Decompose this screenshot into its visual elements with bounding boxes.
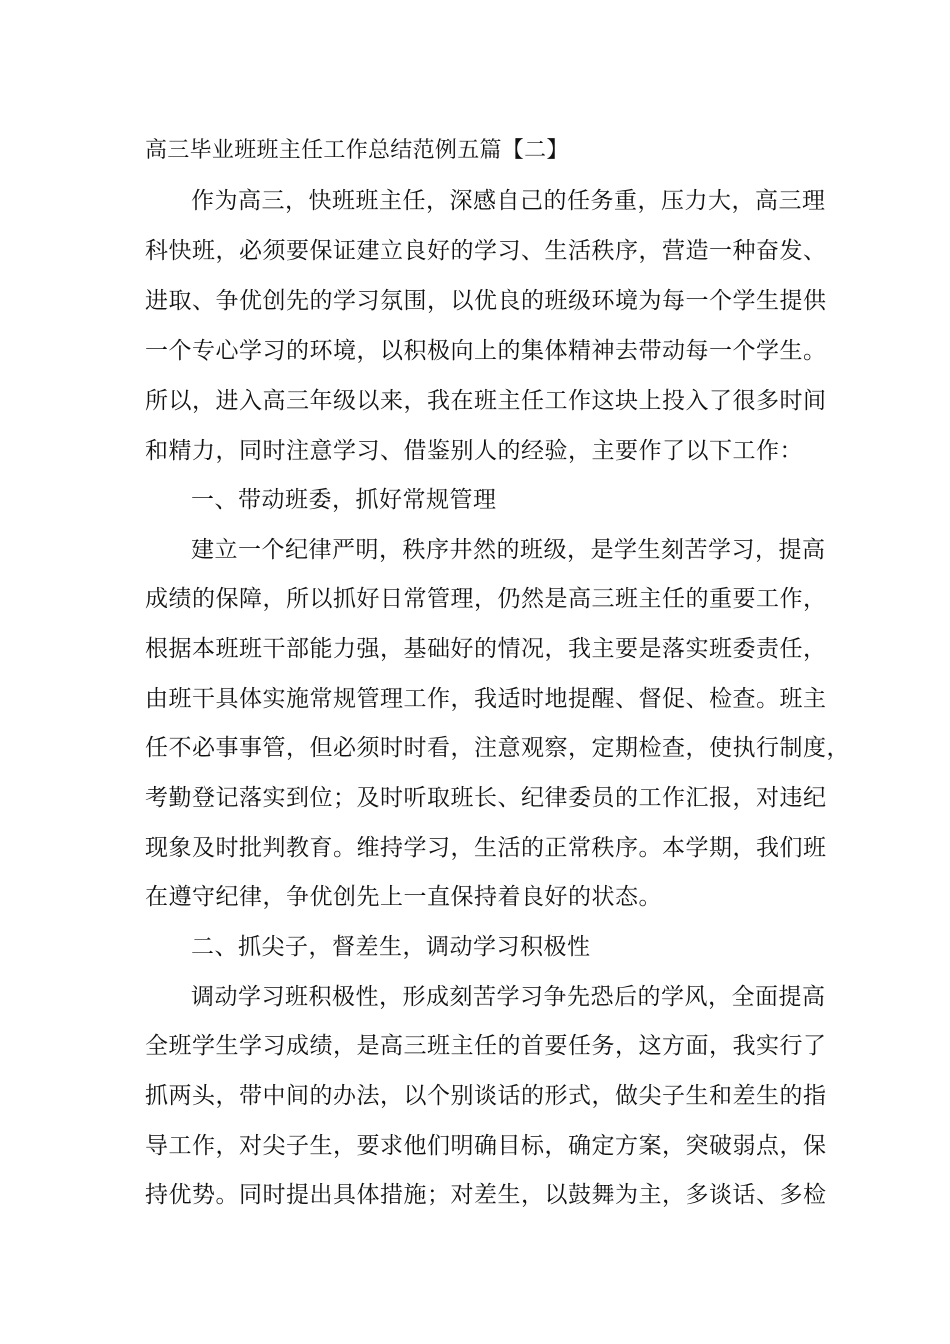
paragraph-line: 任不必事事管，但必须时时看，注意观察，定期检查，使执行制度， [145,735,850,761]
paragraph-line: 成绩的保障，所以抓好日常管理，仍然是高三班主任的重要工作， [145,586,827,612]
paragraph-line: 导工作，对尖子生，要求他们明确目标，确定方案，突破弱点，保 [145,1133,827,1159]
paragraph-line: 建立一个纪律严明，秩序井然的班级，是学生刻苦学习，提高 [191,537,826,563]
paragraph-line: 考勤登记落实到位；及时听取班长、纪律委员的工作汇报，对违纪 [145,785,827,811]
section-heading: 一、带动班委，抓好常规管理 [191,487,497,513]
paragraph-line: 一个专心学习的环境，以积极向上的集体精神去带动每一个学生。 [145,338,827,364]
section-heading: 二、抓尖子，督差生，调动学习积极性 [191,934,591,960]
paragraph-line: 现象及时批判教育。维持学习，生活的正常秩序。本学期，我们班 [145,835,827,861]
paragraph-line: 根据本班班干部能力强，基础好的情况，我主要是落实班委责任， [145,636,827,662]
paragraph-line: 所以，进入高三年级以来，我在班主任工作这块上投入了很多时间 [145,388,827,414]
paragraph-line: 进取、争优创先的学习氛围，以优良的班级环境为每一个学生提供 [145,288,827,314]
paragraph-line: 在遵守纪律，争优创先上一直保持着良好的状态。 [145,884,662,910]
paragraph-line: 科快班，必须要保证建立良好的学习、生活秩序，营造一种奋发、 [145,238,827,264]
paragraph-line: 抓两头，带中间的办法，以个别谈话的形式，做尖子生和差生的指 [145,1083,827,1109]
document-title: 高三毕业班班主任工作总结范例五篇【二】 [145,138,569,163]
paragraph-line: 调动学习班积极性，形成刻苦学习争先恐后的学风，全面提高 [191,984,826,1010]
paragraph-line: 由班干具体实施常规管理工作，我适时地提醒、督促、检查。班主 [145,686,827,712]
paragraph-line: 作为高三，快班班主任，深感自己的任务重，压力大，高三理 [191,188,826,214]
paragraph-line: 持优势。同时提出具体措施；对差生，以鼓舞为主，多谈话、多检 [145,1182,827,1208]
paragraph-line: 全班学生学习成绩，是高三班主任的首要任务，这方面，我实行了 [145,1033,827,1059]
paragraph-line: 和精力，同时注意学习、借鉴别人的经验，主要作了以下工作： [145,438,803,464]
